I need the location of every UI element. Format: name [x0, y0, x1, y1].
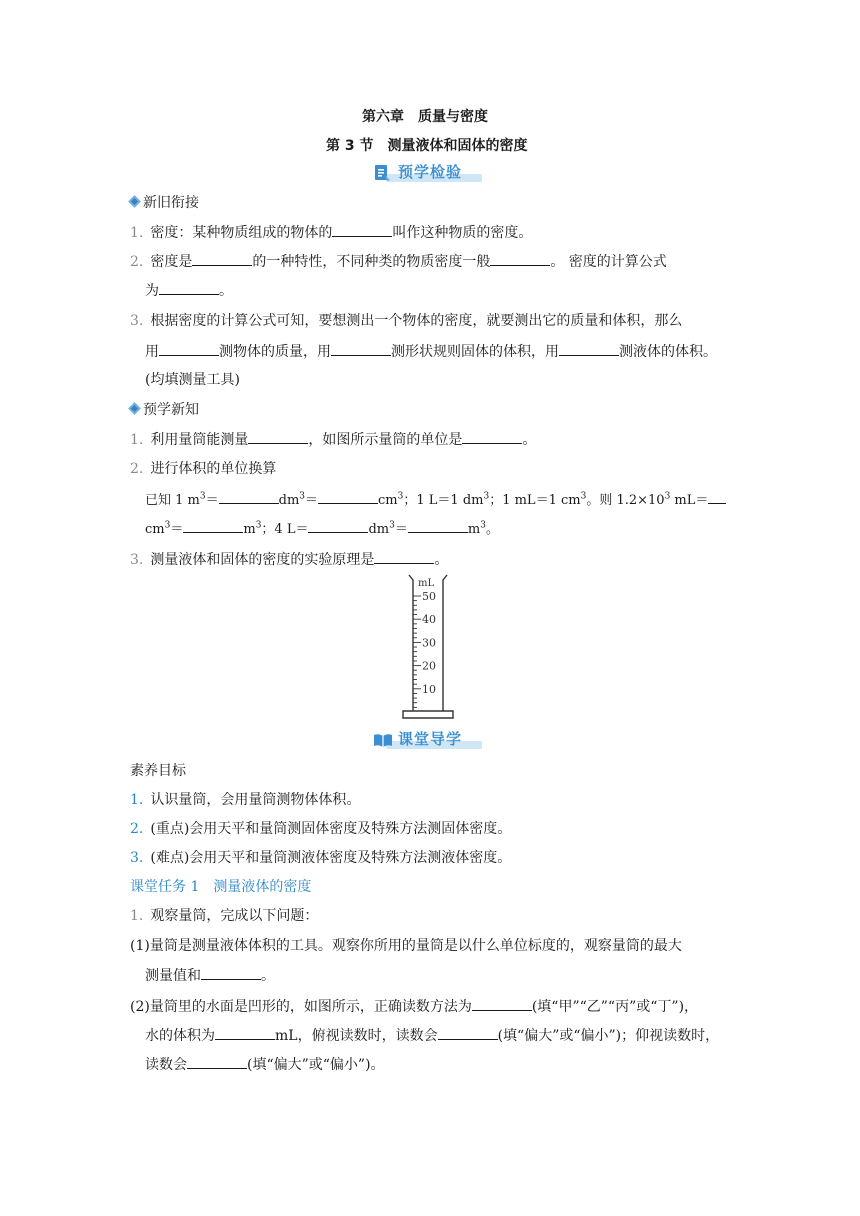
goal-text: (难点)会用天平和量筒测液体密度及特殊方法测液体密度。: [150, 850, 512, 866]
part-2-cont: [145, 1024, 719, 1045]
conv-text: ＝: [394, 522, 408, 537]
goal-2: [130, 818, 511, 838]
superscript: 3: [664, 491, 671, 502]
preview-banner-label: 预学检验: [398, 163, 463, 181]
answer-blank[interactable]: [438, 1024, 498, 1040]
part-1-cont: [145, 964, 275, 985]
part-1: (1)量筒是测量液体体积的工具。观察你所用的量筒是以什么单位标度的，观察量筒的最大: [130, 938, 682, 954]
answer-blank[interactable]: [490, 250, 550, 266]
task-1-heading: 课堂任务 1 测量液体的密度: [130, 879, 312, 895]
p1-text-c: 。: [261, 968, 275, 984]
conv-text: dm: [368, 522, 390, 537]
q3-text-d: 测形状规则固体的体积，用: [391, 344, 559, 360]
p2-text-f: 读数会: [145, 1057, 187, 1073]
classroom-banner-label: 课堂导学: [398, 730, 463, 748]
new-knowledge-heading: [130, 399, 199, 419]
cylinder-tick-label: 30: [422, 636, 436, 650]
q3-text-a: 根据密度的计算公式可知，要想测出一个物体的密度，就要测出它的质量和体积，那么: [150, 313, 683, 329]
cylinder-unit-label: mL: [418, 578, 435, 589]
goals-heading: 素养目标: [130, 763, 186, 779]
goal-number: 2.: [130, 821, 144, 837]
conv-text: m: [467, 522, 481, 537]
chapter-title: 第六章 质量与密度: [362, 109, 488, 125]
answer-blank[interactable]: [472, 995, 532, 1011]
q2-number: 2.: [130, 254, 144, 270]
conv-text: ；4 L＝: [261, 522, 309, 537]
preview-banner: [372, 161, 484, 185]
new-q1: [130, 428, 536, 449]
q3-text-b: 用: [145, 344, 159, 360]
conv-text: dm: [278, 493, 300, 508]
n3-number: 3.: [130, 552, 144, 568]
answer-blank[interactable]: [201, 964, 261, 980]
conv-text: ；1 L＝1 dm: [403, 493, 484, 508]
review-heading-text: 新旧衔接: [143, 195, 199, 211]
part-2-cont-2: [145, 1053, 385, 1074]
q1-number: 1.: [130, 225, 144, 241]
cylinder-tick-label: 10: [422, 682, 436, 696]
answer-blank[interactable]: [462, 428, 522, 444]
cylinder-tick-label: 40: [422, 613, 436, 627]
conv-text: ＝: [170, 522, 184, 537]
answer-blank[interactable]: [183, 517, 243, 533]
superscript: 3: [255, 520, 262, 531]
q2-text-c: 。 密度的计算公式: [550, 254, 667, 270]
new-q2: [130, 458, 276, 478]
conv-text: 。则 1.2×10: [586, 493, 665, 508]
conv-text: ＝: [305, 493, 319, 508]
conversion-line-1: [145, 488, 726, 508]
q2-text-a: 密度是: [150, 254, 193, 270]
answer-blank[interactable]: [187, 1053, 247, 1069]
q1-text-a: 密度：某种物质组成的物体的: [150, 225, 333, 241]
conv-text: mL＝: [670, 493, 709, 508]
review-heading: [130, 192, 199, 212]
answer-blank[interactable]: [374, 548, 434, 564]
classroom-banner: [372, 728, 484, 752]
review-q1: [130, 221, 532, 242]
superscript: 3: [389, 520, 395, 531]
answer-blank[interactable]: [332, 221, 392, 237]
part-2: [130, 995, 698, 1016]
superscript: 3: [299, 491, 306, 502]
answer-blank[interactable]: [219, 488, 279, 504]
conv-text: m: [243, 522, 256, 537]
n1-text-b: ，如图所示量筒的单位是: [308, 432, 463, 448]
graduated-cylinder-figure: [400, 572, 456, 720]
new-q3: [130, 548, 448, 569]
q2-text-b: 的一种特性，不同种类的物质密度一般: [252, 254, 491, 270]
answer-blank[interactable]: [159, 279, 219, 295]
diamond-bullet-icon: [128, 402, 141, 415]
n2-text-a: 进行体积的单位换算: [150, 461, 277, 477]
answer-blank[interactable]: [192, 250, 252, 266]
conv-text: 已知 1 m: [145, 493, 200, 508]
p2-text-g: (填“偏大”或“偏小”)。: [247, 1057, 385, 1073]
review-q2: [130, 250, 667, 271]
superscript: 3: [580, 491, 587, 502]
t1-number: 1.: [130, 908, 144, 924]
answer-blank[interactable]: [331, 340, 391, 356]
p2-text-e: (填“偏大”或“偏小”)；仰视读数时，: [497, 1028, 720, 1044]
superscript: 3: [483, 491, 490, 502]
review-q2-cont: [145, 279, 233, 300]
n3-text-b: 。: [434, 552, 449, 568]
superscript: 3: [164, 520, 171, 531]
n1-text-a: 利用量筒能测量: [150, 432, 249, 448]
answer-blank[interactable]: [408, 517, 468, 533]
new-heading-text: 预学新知: [143, 402, 199, 418]
goal-text: 认识量筒，会用量筒测物体体积。: [150, 792, 361, 808]
goal-number: 3.: [130, 850, 144, 866]
answer-blank[interactable]: [248, 428, 308, 444]
answer-blank[interactable]: [559, 340, 619, 356]
conversion-line-2: [145, 517, 499, 537]
section-title: 第 3 节 测量液体和固体的密度: [326, 138, 528, 154]
conv-text: 。: [485, 522, 499, 537]
answer-blank[interactable]: [708, 488, 726, 504]
conv-text: cm: [378, 493, 398, 508]
cylinder-tick-label: 20: [422, 659, 436, 673]
q2-text-e: 。: [219, 283, 233, 299]
p2-text-b: (填“甲”“乙”“丙”或“丁”)，: [531, 999, 699, 1015]
review-q3: [130, 310, 682, 330]
answer-blank[interactable]: [318, 488, 378, 504]
p2-text-c: 水的体积为: [145, 1028, 215, 1044]
diamond-bullet-icon: [128, 195, 141, 208]
open-book-icon: [372, 730, 394, 750]
superscript: 3: [199, 491, 206, 502]
p2-text-d: mL，俯视读数时，读数会: [275, 1028, 438, 1044]
answer-blank[interactable]: [159, 340, 219, 356]
q3-number: 3.: [130, 313, 144, 329]
conv-text: cm: [145, 522, 165, 537]
p2-text-a: (2)量筒里的水面是凹形的，如图所示，正确读数方法为: [130, 999, 472, 1015]
answer-blank[interactable]: [308, 517, 368, 533]
q2-text-d: 为: [145, 283, 159, 299]
n1-number: 1.: [130, 432, 144, 448]
n1-text-c: 。: [522, 432, 537, 448]
superscript: 3: [480, 520, 486, 531]
t1-text: 观察量筒，完成以下问题：: [150, 908, 319, 924]
review-q3-note: (均填测量工具): [145, 372, 240, 388]
conv-text: ；1 mL＝1 cm: [489, 493, 581, 508]
task-1-question: [130, 905, 318, 925]
q3-text-c: 测物体的质量，用: [219, 344, 331, 360]
conv-text: ＝: [205, 493, 219, 508]
document-icon: [372, 163, 392, 183]
q1-text-b: 叫作这种物质的密度。: [392, 225, 533, 241]
goal-number: 1.: [130, 792, 144, 808]
goal-3: [130, 847, 511, 867]
n3-text-a: 测量液体和固体的密度的实验原理是: [150, 552, 375, 568]
q3-text-e: 测液体的体积。: [619, 344, 717, 360]
goal-1: [130, 789, 360, 809]
answer-blank[interactable]: [215, 1024, 275, 1040]
p1-text-b: 测量值和: [145, 968, 201, 984]
n2-number: 2.: [130, 461, 144, 477]
review-q3-cont: [145, 340, 717, 361]
goal-text: (重点)会用天平和量筒测固体密度及特殊方法测固体密度。: [150, 821, 512, 837]
superscript: 3: [397, 491, 404, 502]
cylinder-tick-label: 50: [422, 590, 436, 603]
